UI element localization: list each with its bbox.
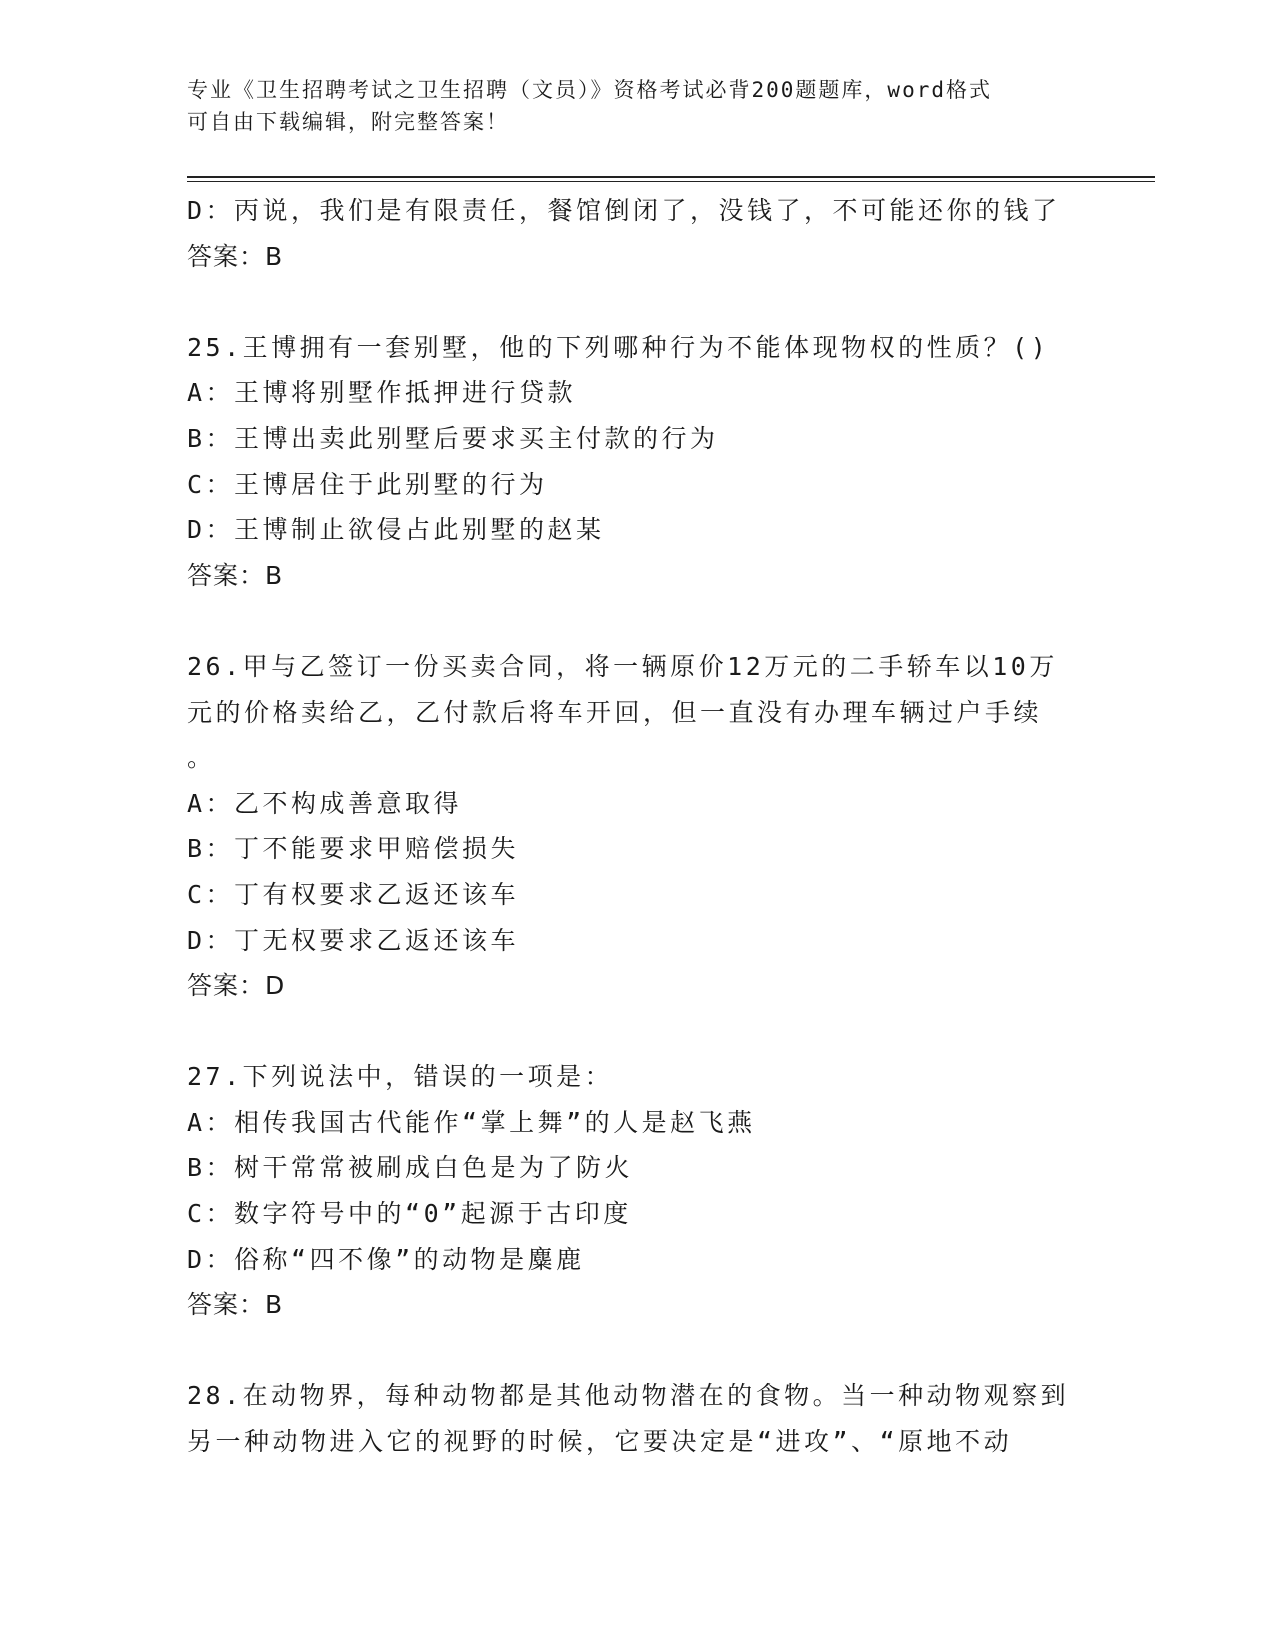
question-text: 25.王博拥有一套别墅，他的下列哪种行为不能体现物权的性质？() — [187, 332, 1050, 362]
answer-line: 答案：D — [187, 971, 286, 1001]
option-b: B：树干常常被刷成白色是为了防火 — [187, 1153, 634, 1183]
header-divider-thick — [187, 176, 1155, 178]
answer-line: 答案：B — [187, 241, 284, 271]
option-c: C：王博居住于此别墅的行为 — [187, 469, 548, 499]
spacer — [187, 279, 1087, 325]
answer-line: 答案：B — [187, 1290, 284, 1320]
option-c: C：数字符号中的“0”起源于古印度 — [187, 1199, 632, 1229]
option-d: D：丙说，我们是有限责任，餐馆倒闭了，没钱了，不可能还你的钱了 — [187, 196, 1061, 225]
option-b: B：王博出卖此别墅后要求买主付款的行为 — [187, 423, 719, 453]
option-d: D：俗称“四不像”的动物是麋鹿 — [187, 1244, 585, 1274]
question-text: 28.在动物界，每种动物都是其他动物潜在的食物。当一种动物观察到 — [187, 1381, 1070, 1411]
option-d: D：王博制止欲侵占此别墅的赵某 — [187, 515, 605, 545]
option-b: B：丁不能要求甲赔偿损失 — [187, 834, 520, 864]
answer-line: 答案：B — [187, 560, 284, 590]
header-title-line-2: 可自由下载编辑，附完整答案！ — [187, 110, 509, 134]
question-text: 。 — [187, 743, 216, 773]
spacer — [187, 1328, 1087, 1374]
question-list — [187, 188, 1087, 1465]
option-a: A：相传我国古代能作“掌上舞”的人是赵飞燕 — [187, 1107, 756, 1137]
question-text: 27.下列说法中，错误的一项是： — [187, 1062, 614, 1092]
question-text: 另一种动物进入它的视野的时候，它要决定是“进攻”、“原地不动 — [187, 1427, 1013, 1457]
option-a: A：乙不构成善意取得 — [187, 788, 463, 818]
question-text: 26.甲与乙签订一份买卖合同，将一辆原价12万元的二手轿车以10万 — [187, 651, 1058, 681]
spacer — [187, 1009, 1087, 1055]
question-text: 元的价格卖给乙，乙付款后将车开回，但一直没有办理车辆过户手续 — [187, 697, 1043, 727]
header-divider-thin — [187, 181, 1155, 182]
spacer — [187, 598, 1087, 644]
header-title-line-1: 专业《卫生招聘考试之卫生招聘（文员）》资格考试必背200题题库，word格式 — [187, 78, 992, 102]
option-d: D：丁无权要求乙返还该车 — [187, 925, 520, 955]
option-a: A：王博将别墅作抵押进行贷款 — [187, 378, 577, 408]
document-header — [187, 74, 1087, 138]
option-c: C：丁有权要求乙返还该车 — [187, 879, 520, 909]
